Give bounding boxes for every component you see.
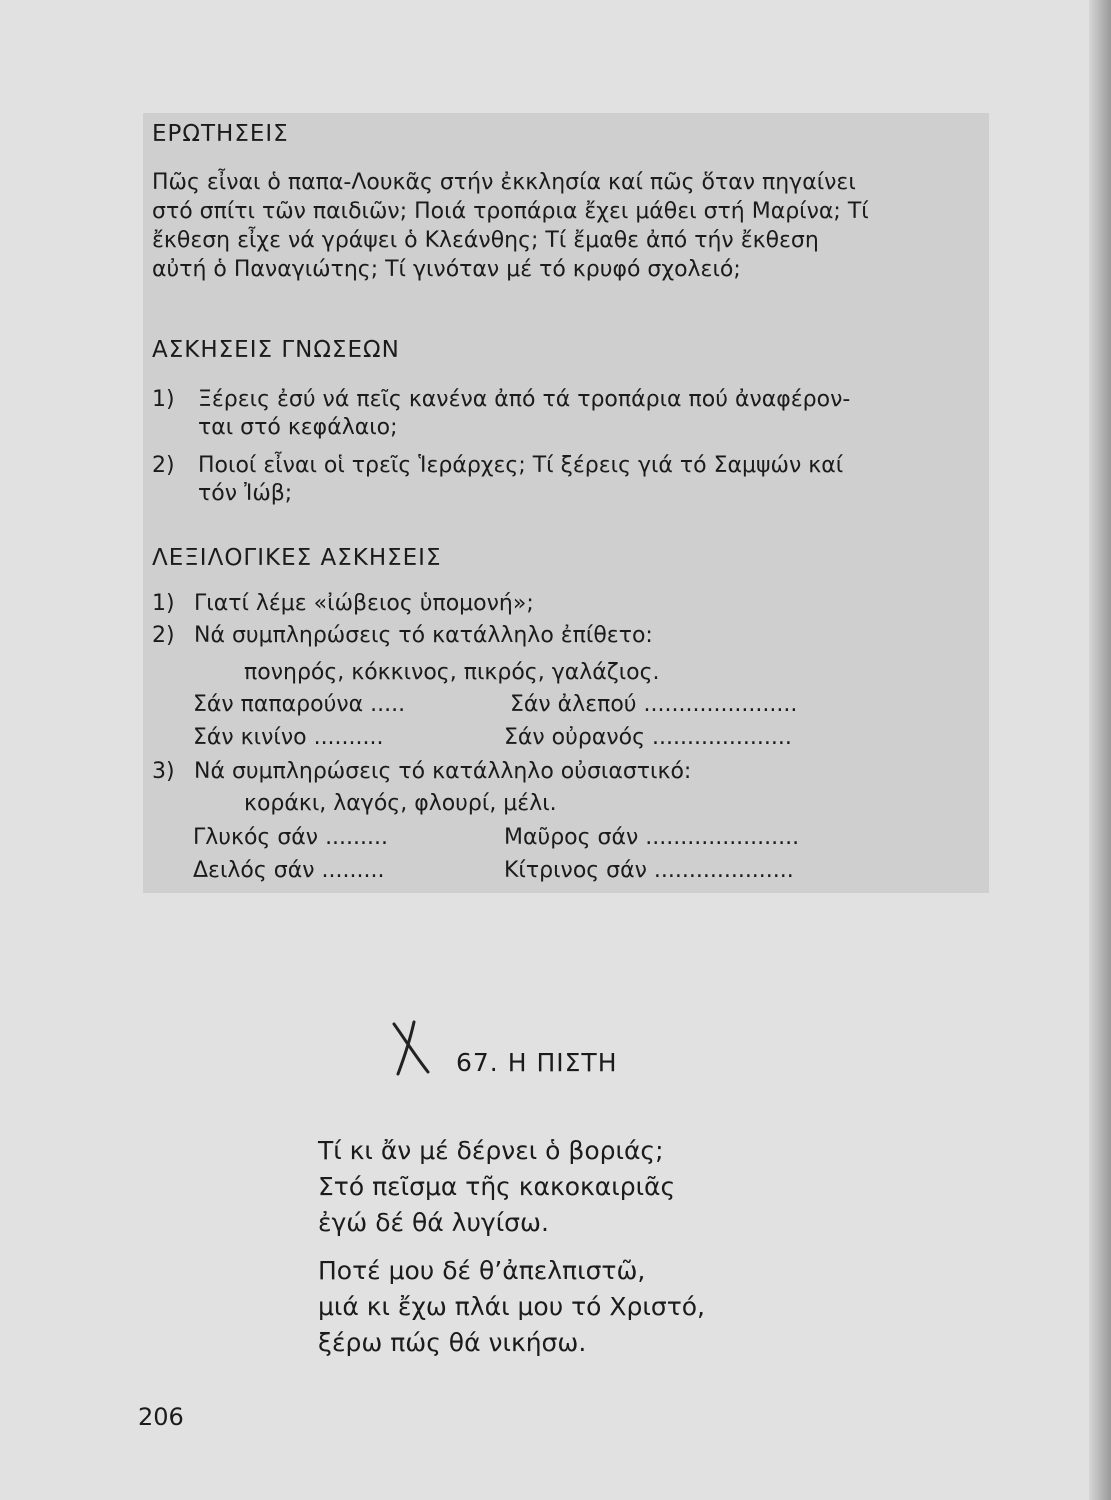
fill-blank-right: Σάν ἀλεπού ...................... bbox=[510, 692, 798, 717]
page-edge bbox=[1089, 0, 1111, 1500]
poem-title: 67. Η ΠΙΣΤΗ bbox=[456, 1048, 618, 1077]
poem-line: ξέρω πώς θά νικήσω. bbox=[318, 1328, 587, 1357]
item-text: Νά συμπληρώσεις τό κατάλληλο ἐπίθετο: bbox=[194, 623, 653, 648]
vocabulary-item bbox=[152, 758, 982, 788]
questions-line: αὐτή ὁ Παναγιώτης; Τί γινόταν μέ τό κρυφό σχολειό; bbox=[152, 257, 741, 282]
vocabulary-item bbox=[152, 622, 982, 652]
page-number: 206 bbox=[138, 1403, 184, 1431]
knowledge-item bbox=[152, 452, 982, 512]
poem-line: Στό πεῖσμα τῆς κακοκαιριᾶς bbox=[318, 1172, 676, 1201]
item-number: 3) bbox=[152, 759, 175, 784]
poem-line: Τί κι ἄν μέ δέρνει ὁ βοριάς; bbox=[318, 1136, 664, 1165]
questions-line: Πῶς εἶναι ὁ παπα-Λουκᾶς στήν ἐκκλησία καί πῶς ὅταν πηγαίνει bbox=[152, 170, 856, 195]
item-text: Ποιοί εἶναι οἱ τρεῖς Ἱεράρχες; Τί ξέρεις γιά τό Σαμψών καί τόν Ἰώβ; bbox=[198, 453, 844, 506]
item-number: 1) bbox=[152, 591, 175, 616]
vocabulary-heading: ΛΕΞΙΛΟΓΙΚΕΣ ΑΣΚΗΣΕΙΣ bbox=[152, 545, 442, 571]
item-number: 2) bbox=[152, 453, 175, 478]
adjective-list: πονηρός, κόκκινος, πικρός, γαλάζιος. bbox=[244, 660, 660, 685]
item-text: Ξέρεις ἐσύ νά πεῖς κανένα ἀπό τά τροπάρια πού ἀναφέρον- ται στό κεφάλαιο; bbox=[198, 387, 851, 440]
noun-list: κοράκι, λαγός, φλουρί, μέλι. bbox=[244, 791, 557, 816]
handwritten-x-mark bbox=[388, 1018, 438, 1076]
questions-heading: ΕΡΩΤΗΣΕΙΣ bbox=[152, 121, 289, 147]
fill-blank-left: Γλυκός σάν ......... bbox=[193, 825, 389, 850]
questions-paragraph bbox=[152, 168, 972, 284]
knowledge-item bbox=[152, 386, 982, 446]
item-text: Νά συμπληρώσεις τό κατάλληλο οὐσιαστικό: bbox=[194, 759, 692, 784]
poem-line: ἐγώ δέ θά λυγίσω. bbox=[318, 1208, 549, 1237]
fill-blank-left: Σάν κινίνο .......... bbox=[193, 725, 384, 750]
fill-blank-right: Μαῦρος σάν ...................... bbox=[504, 825, 800, 850]
fill-blank-right: Κίτρινος σάν .................... bbox=[504, 858, 794, 883]
item-number: 2) bbox=[152, 623, 175, 648]
fill-blank-left: Δειλός σάν ......... bbox=[193, 858, 385, 883]
poem-line: μιά κι ἔχω πλάι μου τό Χριστό, bbox=[318, 1292, 705, 1321]
questions-line: στό σπίτι τῶν παιδιῶν; Ποιά τροπάρια ἔχει μάθει στή Μαρίνα; Τί bbox=[152, 199, 869, 224]
item-number: 1) bbox=[152, 387, 175, 412]
knowledge-heading: ΑΣΚΗΣΕΙΣ ΓΝΩΣΕΩΝ bbox=[152, 337, 400, 363]
fill-blank-left: Σάν παπαρούνα ..... bbox=[193, 692, 406, 717]
item-text: Γιατί λέμε «ἰώβειος ὑπομονή»; bbox=[194, 591, 534, 616]
poem-line: Ποτέ μου δέ θ’ἀπελπιστῶ, bbox=[318, 1256, 646, 1285]
fill-blank-right: Σάν οὐρανός .................... bbox=[504, 725, 792, 750]
vocabulary-item bbox=[152, 590, 982, 620]
questions-line: ἔκθεση εἶχε νά γράψει ὁ Κλεάνθης; Τί ἔμαθε ἀπό τήν ἔκθεση bbox=[152, 228, 819, 253]
